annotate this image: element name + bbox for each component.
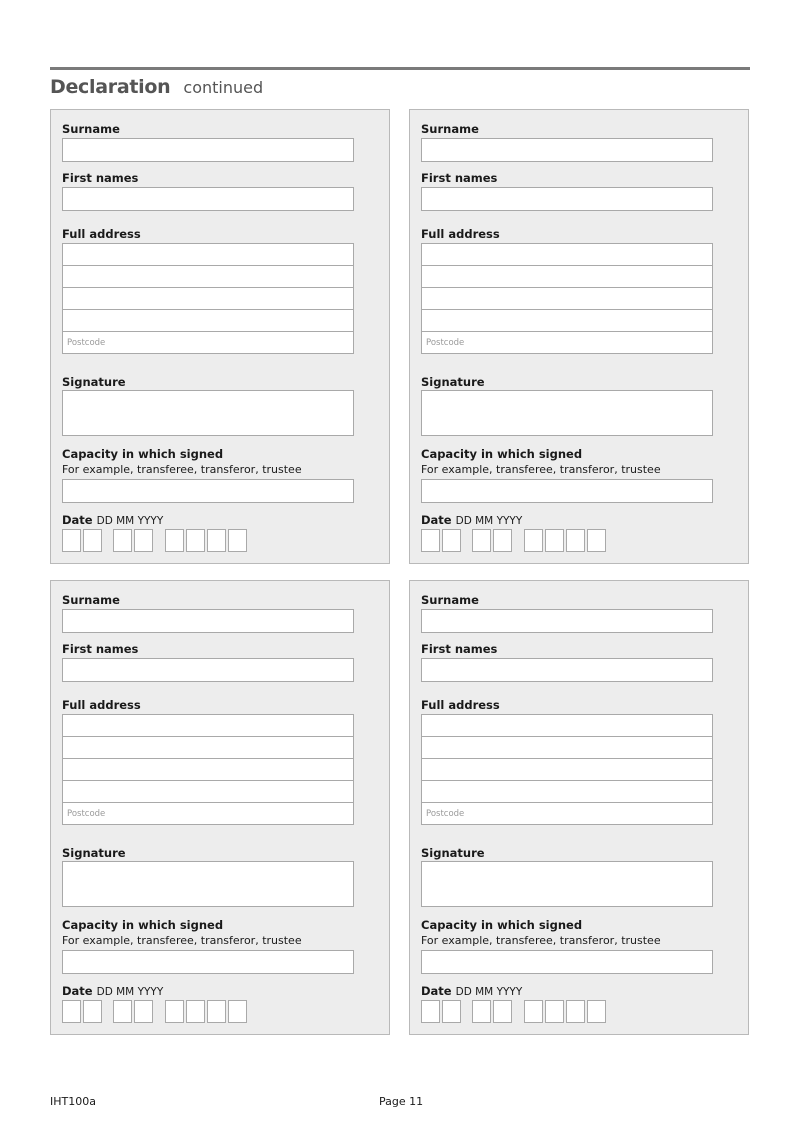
postcode-field[interactable] [421, 331, 713, 354]
address-line-field[interactable] [62, 736, 354, 759]
date-month-box[interactable] [472, 529, 491, 552]
date-format: DD MM YYYY [96, 515, 164, 527]
date-label: Date [421, 513, 452, 527]
date-month-box[interactable] [113, 1000, 132, 1023]
address-line-field[interactable] [62, 243, 354, 266]
address-block [62, 714, 354, 825]
date-day-box[interactable] [62, 529, 81, 552]
first-names-field[interactable] [421, 658, 713, 682]
surname-label: Surname [421, 593, 479, 607]
address-line-field[interactable] [421, 758, 713, 781]
capacity-field[interactable] [62, 950, 354, 974]
postcode-field[interactable] [421, 802, 713, 825]
header-rule [50, 67, 750, 70]
date-label-row [62, 513, 163, 527]
date-year-box[interactable] [545, 1000, 564, 1023]
date-day-box[interactable] [442, 1000, 461, 1023]
postcode-field[interactable] [62, 802, 354, 825]
first-names-label: First names [421, 642, 498, 656]
date-label: Date [421, 984, 452, 998]
address-block [62, 243, 354, 354]
date-label-row [62, 984, 163, 998]
date-label-row [421, 513, 522, 527]
capacity-field[interactable] [62, 479, 354, 503]
address-line-field[interactable] [421, 780, 713, 803]
surname-field[interactable] [421, 138, 713, 162]
date-day-box[interactable] [421, 529, 440, 552]
date-year-box[interactable] [524, 529, 543, 552]
date-day-box[interactable] [83, 529, 102, 552]
date-year-box[interactable] [228, 529, 247, 552]
address-line-field[interactable] [421, 736, 713, 759]
date-year-box[interactable] [587, 529, 606, 552]
address-block [421, 243, 713, 354]
date-year-box[interactable] [186, 1000, 205, 1023]
address-line-field[interactable] [421, 265, 713, 288]
capacity-label: Capacity in which signed [421, 447, 583, 461]
capacity-hint: For example, transferee, transferor, trustee [62, 463, 302, 476]
form-code: IHT100a [50, 1095, 96, 1108]
date-year-box[interactable] [228, 1000, 247, 1023]
section-header [50, 76, 263, 98]
surname-label: Surname [421, 122, 479, 136]
date-year-box[interactable] [524, 1000, 543, 1023]
postcode-placeholder: Postcode [67, 338, 106, 348]
date-day-box[interactable] [442, 529, 461, 552]
date-label: Date [62, 984, 93, 998]
signature-box[interactable] [62, 390, 354, 436]
surname-field[interactable] [62, 138, 354, 162]
capacity-hint: For example, transferee, transferor, trustee [421, 463, 661, 476]
first-names-label: First names [421, 171, 498, 185]
address-line-field[interactable] [421, 287, 713, 310]
address-line-field[interactable] [421, 714, 713, 737]
date-label-row [421, 984, 522, 998]
first-names-field[interactable] [421, 187, 713, 211]
date-year-box[interactable] [186, 529, 205, 552]
full-address-label: Full address [421, 227, 500, 241]
signature-box[interactable] [421, 390, 713, 436]
date-year-box[interactable] [545, 529, 564, 552]
address-line-field[interactable] [62, 714, 354, 737]
date-day-box[interactable] [83, 1000, 102, 1023]
address-line-field[interactable] [62, 265, 354, 288]
address-line-field[interactable] [421, 309, 713, 332]
page-number: Page 11 [379, 1095, 424, 1108]
first-names-label: First names [62, 642, 139, 656]
date-format: DD MM YYYY [455, 986, 523, 998]
postcode-placeholder: Postcode [426, 338, 465, 348]
date-format: DD MM YYYY [455, 515, 523, 527]
full-address-label: Full address [421, 698, 500, 712]
signature-box[interactable] [421, 861, 713, 907]
date-month-box[interactable] [493, 1000, 512, 1023]
date-month-box[interactable] [472, 1000, 491, 1023]
surname-label: Surname [62, 593, 120, 607]
capacity-hint: For example, transferee, transferor, trustee [62, 934, 302, 947]
date-day-box[interactable] [421, 1000, 440, 1023]
capacity-field[interactable] [421, 479, 713, 503]
surname-label: Surname [62, 122, 120, 136]
address-line-field[interactable] [62, 287, 354, 310]
postcode-placeholder: Postcode [426, 809, 465, 819]
first-names-field[interactable] [62, 187, 354, 211]
declarant-panel-1 [50, 109, 390, 564]
capacity-hint: For example, transferee, transferor, trustee [421, 934, 661, 947]
date-year-box[interactable] [566, 1000, 585, 1023]
postcode-field[interactable] [62, 331, 354, 354]
capacity-label: Capacity in which signed [62, 447, 224, 461]
signature-label: Signature [62, 375, 126, 389]
date-year-box[interactable] [207, 1000, 226, 1023]
capacity-label: Capacity in which signed [421, 918, 583, 932]
date-label: Date [62, 513, 93, 527]
signature-label: Signature [62, 846, 126, 860]
capacity-field[interactable] [421, 950, 713, 974]
first-names-field[interactable] [62, 658, 354, 682]
surname-field[interactable] [421, 609, 713, 633]
address-line-field[interactable] [421, 243, 713, 266]
date-year-box[interactable] [566, 529, 585, 552]
date-year-box[interactable] [165, 1000, 184, 1023]
signature-label: Signature [421, 846, 485, 860]
address-line-field[interactable] [62, 309, 354, 332]
surname-field[interactable] [62, 609, 354, 633]
declarant-panel-2 [409, 109, 749, 564]
first-names-label: First names [62, 171, 139, 185]
declarant-panel-3 [50, 580, 390, 1035]
postcode-placeholder: Postcode [67, 809, 106, 819]
signature-label: Signature [421, 375, 485, 389]
capacity-label: Capacity in which signed [62, 918, 224, 932]
date-year-box[interactable] [207, 529, 226, 552]
address-line-field[interactable] [62, 780, 354, 803]
declarant-panel-4 [409, 580, 749, 1035]
section-subtitle: continued [183, 78, 264, 97]
date-year-box[interactable] [587, 1000, 606, 1023]
date-month-box[interactable] [134, 1000, 153, 1023]
date-day-box[interactable] [62, 1000, 81, 1023]
date-month-box[interactable] [134, 529, 153, 552]
address-block [421, 714, 713, 825]
full-address-label: Full address [62, 227, 141, 241]
date-format: DD MM YYYY [96, 986, 164, 998]
date-month-box[interactable] [493, 529, 512, 552]
full-address-label: Full address [62, 698, 141, 712]
date-month-box[interactable] [113, 529, 132, 552]
date-year-box[interactable] [165, 529, 184, 552]
address-line-field[interactable] [62, 758, 354, 781]
signature-box[interactable] [62, 861, 354, 907]
section-title: Declaration [50, 76, 171, 98]
